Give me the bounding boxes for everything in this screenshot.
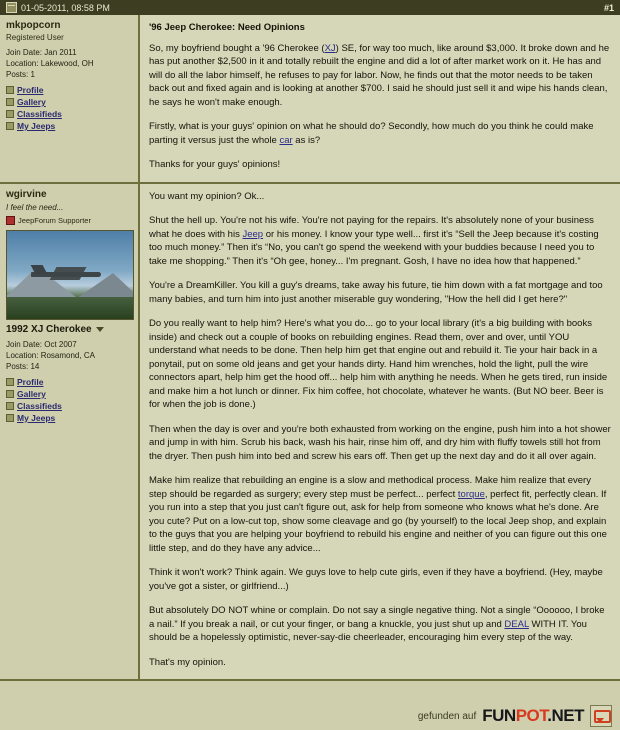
user-link-gallery[interactable] [6,96,132,108]
link-torque[interactable]: torque [457,488,485,500]
user-meta [6,339,132,372]
post-2-body [140,184,620,680]
post-header-bar [0,0,620,16]
post-timestamp-group [6,2,110,13]
video-camera-logo-icon [590,705,612,727]
user-link-profile[interactable] [6,376,132,388]
bullet-icon [6,86,14,94]
bullet-icon [6,390,14,398]
user-links [6,376,132,424]
link-jeep[interactable]: Jeep [242,228,264,240]
link-deal[interactable]: DEAL [504,618,529,630]
supporter-icon [6,216,15,225]
user-link-profile-label[interactable]: Profile [17,85,44,95]
user-link-myjeeps-label[interactable]: My Jeeps [17,412,56,423]
user-link-myjeeps[interactable] [6,120,132,132]
join-date: Join Date: Oct 2007 [6,339,77,349]
post-2-paragraph-1: You want my opinion? Ok... [149,190,265,202]
post-count: Posts: 14 [6,361,40,371]
bullet-icon [6,402,14,410]
post-1-body [140,15,620,182]
user-links [6,84,132,132]
bullet-icon [6,98,14,106]
user-link-classifieds-label[interactable]: Classifieds [17,109,62,119]
post-2-paragraph-3: You're a DreamKiller. You kill a guy's dreams, take away his future, tie him down with a fat mortgage and too many babies, and turn him into just another miserable guy wondering, "How the hell did I get here?" [149,280,603,305]
thread-title: '96 Jeep Cherokee: Need Opinions [149,22,305,33]
user-location: Location: Lakewood, OH [6,59,94,68]
post-2-paragraph-2: Shut the hell up. You're not his wife. You're not paying for the repairs. It's absolutely none of your business what he does with his Jeep or his money. I know your type well... first it's “Sell the Jeep because it's costing too much money.” Then it's “No, you can't go spend the weekend with your buddies because I need you to take me shopping.” Then it's “Oh gee, honey... I'm pregnant. Gosh, I have no idea how that happened.” [149,215,599,267]
user-link-profile[interactable] [6,84,132,96]
post-count: Posts: 1 [6,70,35,79]
post-2-paragraph-5: Then when the day is over and you're both exhausted from working on the engine, push him into a hot shower and jump in with him. Scrub his back, wash his hair, rinse him off, and dry him with fluffy towels still hot from the dryer. Then push him into bed and screw his ears off. Then get up the next day and do it all over again. [149,423,611,462]
post-1-paragraph-2: Firstly, what is your guys' opinion on what he should do? Secondly, how much do you think he could make parting it versus just the whole car as is? [149,121,594,146]
link-xj[interactable]: XJ [324,42,336,54]
fighter-jet-icon [31,265,101,283]
brand-net: .NET [547,706,584,725]
footer-label: gefunden auf [417,710,477,722]
user-link-classifieds[interactable] [6,400,132,412]
bullet-icon [6,414,14,422]
post-2 [0,184,620,682]
supporter-badge [6,215,132,226]
user-link-gallery-label[interactable]: Gallery [17,97,46,107]
user-link-gallery[interactable] [6,388,132,400]
post-timestamp: 01-05-2011, 08:58 PM [21,2,110,13]
user-link-profile-label[interactable]: Profile [17,376,44,387]
post-2-paragraph-6: Make him realize that rebuilding an engine is a slow and methodical process. Make him realize that every step should be regarded as surgery; every step must be perfect... perfect torque, perfect fit, perfectly clean. If you run into a step that you just can't figure out, ask for help from someone who knows what he's done. Are you cute? Put on a low-cut top, show some cleavage and go (by yourself) to the local Jeep shop, and explain to the guys that you are helping your boyfriend to rebuild his engine and neither of you can figure out this one little step, and do they have any advice... [149,475,607,554]
funpot-brand[interactable] [482,706,584,726]
user-link-classifieds-label[interactable]: Classifieds [17,400,62,411]
post-1-paragraph-1: So, my boyfriend bought a '96 Cherokee (XJ) SE, for way too much, like around $3,000. It broke down and he has put another $2,500 in it and totally rebuilt the engine and did a lot of after market work on it. He has and will do all the labor himself, he refuses to pay for labor. Now, he finds out that the motor needs to be taken back out and fixed again and is looking at another $700. I said he should just sell it and wipe his hands clean, he says he won't make enough. [149,42,610,108]
post-2-paragraph-9: That's my opinion. [149,656,226,668]
username[interactable]: mkpopcorn [6,20,61,31]
thread-content [0,15,620,702]
user-location: Location: Rosamond, CA [6,350,95,360]
post-2-userinfo [0,184,140,680]
brand-fun: FUN [482,706,516,725]
bullet-icon [6,122,14,130]
username[interactable]: wgirvine [6,188,47,200]
post-1-paragraph-3: Thanks for your guys' opinions! [149,159,281,170]
user-vehicle [6,324,132,335]
join-date: Join Date: Jan 2011 [6,48,77,57]
post-1 [0,15,620,184]
footer-watermark [0,702,620,730]
post-2-paragraph-8: But absolutely DO NOT whine or complain. Do not say a single negative thing. Not a single “Oooooo, I broke a nail.” If you break a nail, or cut your finger, or bang a knuckle, you just shut up and DEAL WITH IT. You should be a hopelessly optimistic, never-say-die cheerleader, encouraging him every step of the way. [149,605,605,643]
post-1-userinfo [0,15,140,182]
supporter-label: JeepForum Supporter [18,215,91,225]
post-1-p1-text: So, my boyfriend bought a '96 Cherokee ( [149,42,325,54]
calendar-icon [6,2,17,13]
user-vehicle-label: 1992 XJ Cherokee [6,323,92,335]
post-2-paragraph-4: Do you really want to help him? Here's what you do... go to your local library (it's a big building with books inside) and check out a couple of books on rebuilding engines. Read them, over and over, until YOU understand what needs to be done. Then help him get that engine out and rebuild it. Tie your hair back in a ponytail, put on some old jeans and get your hands dirty. Hand him wrenches, hold the light, pull the wire connectors apart, help him get the hood off... help him with anything he needs. When he gets tired, run inside and make him a hot lunch or dinner. Fix him coffee, hot chocolate, whatever he wants. (But NO beer. Beer is for when the job is done.) [149,318,608,410]
user-meta [6,47,132,80]
user-title: Registered User [6,33,64,42]
brand-pot: POT [515,706,548,725]
user-link-classifieds[interactable] [6,108,132,120]
ground-shape [7,297,133,319]
bullet-icon [6,110,14,118]
link-car[interactable]: car [279,134,293,146]
user-link-gallery-label[interactable]: Gallery [17,388,46,399]
bullet-icon [6,378,14,386]
chevron-down-icon[interactable] [96,327,104,332]
user-title: I feel the need... [6,202,64,212]
user-link-myjeeps-label[interactable]: My Jeeps [17,121,56,131]
avatar [6,230,134,320]
post-number[interactable]: #1 [603,2,614,13]
post-2-paragraph-7: Think it won't work? Think again. We guys love to help cute girls, even if they have a boyfriend. (Hey, maybe you've got a sister, or girlfriend...) [149,567,603,592]
user-link-myjeeps[interactable] [6,412,132,424]
